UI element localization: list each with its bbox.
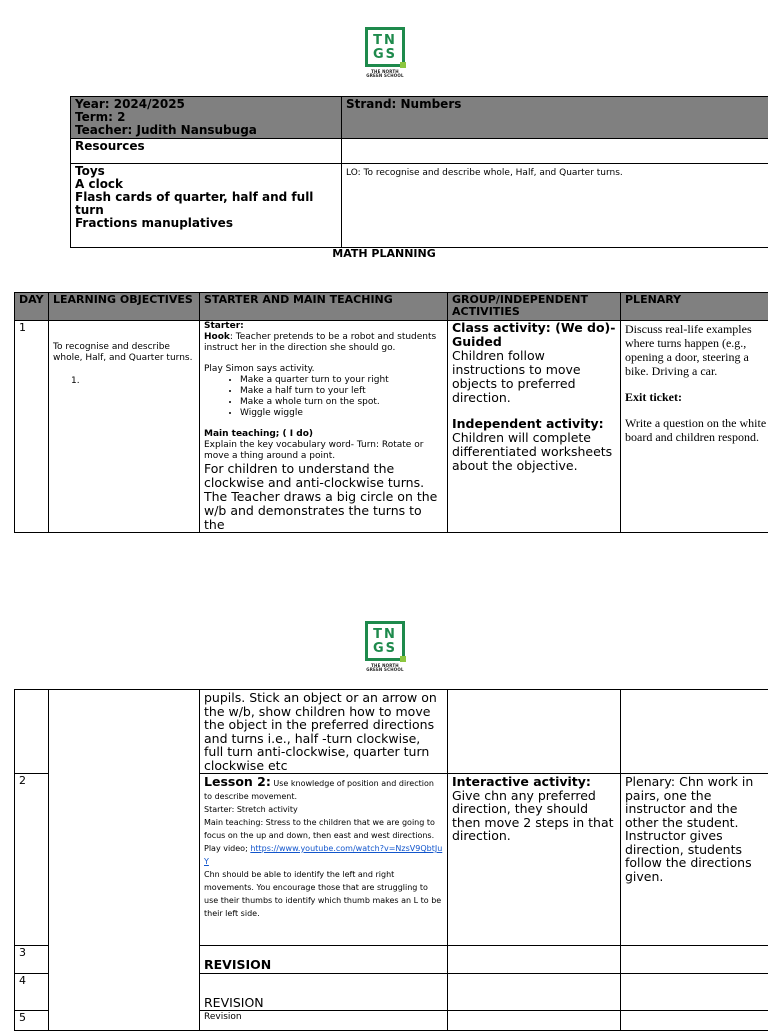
starter-cell bbox=[200, 321, 448, 533]
logo-text-bottom: GS bbox=[368, 642, 402, 655]
independent-activity-title: Independent activity: bbox=[452, 417, 616, 431]
resources-label: Resources bbox=[75, 139, 145, 153]
header-plenary: PLENARY bbox=[621, 293, 768, 321]
resource-item: A clock bbox=[75, 178, 337, 191]
header-day: DAY bbox=[15, 293, 49, 321]
objective-cell bbox=[49, 690, 200, 1031]
revision-cell: REVISION bbox=[200, 946, 448, 974]
main-teaching-label: Main teaching; ( I do) bbox=[204, 429, 443, 440]
plenary-cell bbox=[621, 774, 768, 946]
strand-cell bbox=[342, 97, 768, 139]
objective-text: To recognise and describe whole, Half, and Quarter turns. bbox=[53, 342, 195, 364]
revision-cell: REVISION bbox=[200, 974, 448, 1011]
logo-text-bottom: GS bbox=[368, 48, 402, 61]
plenary-text: Discuss real-life examples where turns happen (e.g., opening a door, steering a bike. Driving a car. bbox=[625, 322, 768, 378]
resources-list-cell bbox=[71, 164, 342, 248]
resource-item: Toys bbox=[75, 165, 337, 178]
plenary-text: Plenary: Chn work in pairs, one the instructor and the other the student. Instructor gives direction, students follow the directions given. bbox=[625, 774, 753, 884]
resource-item: Fractions manuplatives bbox=[75, 217, 337, 230]
day-number: 2 bbox=[15, 774, 49, 946]
independent-activity-text: Children will complete differentiated worksheets about the objective. bbox=[452, 431, 616, 473]
plenary-cell bbox=[621, 321, 768, 533]
teacher-text: Teacher: Judith Nansubuga bbox=[75, 124, 337, 137]
list-item: • Make a half turn to your left bbox=[240, 386, 443, 397]
plan-table bbox=[14, 292, 768, 533]
year-text: Year: 2024/2025 bbox=[75, 98, 337, 111]
lesson-label: Lesson 2: bbox=[204, 774, 271, 789]
resources-label-cell bbox=[71, 139, 342, 164]
day-number: 4 bbox=[15, 974, 49, 1011]
group-cell bbox=[448, 774, 621, 946]
turn-instructions-list bbox=[204, 375, 443, 419]
logo-caption: THE NORTH GREEN SCHOOL bbox=[363, 70, 407, 78]
objective-cell bbox=[49, 321, 200, 533]
lo-cell bbox=[342, 164, 768, 248]
header-group: GROUP/INDEPENDENT ACTIVITIES bbox=[448, 293, 621, 321]
school-logo bbox=[363, 621, 407, 672]
hook-text: : Teacher pretends to be a robot and students instruct her in the direction she should go. bbox=[204, 332, 436, 353]
interactive-activity-text: Give chn any preferred direction, they should then move 2 steps in that direction. bbox=[452, 788, 614, 844]
header-objectives: LEARNING OBJECTIVES bbox=[49, 293, 200, 321]
class-activity-text: Children follow instructions to move objects to preferred direction. bbox=[452, 349, 616, 405]
learning-objective-text: LO: To recognise and describe whole, Half, and Quarter turns. bbox=[346, 168, 623, 178]
logo-text-top: TN bbox=[368, 628, 402, 641]
logo-mark bbox=[365, 27, 405, 67]
lesson-text: Use knowledge of position and direction to describe movement. bbox=[204, 779, 434, 801]
starter-text: Starter: Stretch activity bbox=[204, 803, 443, 816]
main-teaching-text: Explain the key vocabulary word- Turn: Rotate or move a thing around a point. bbox=[204, 440, 443, 462]
closing-text: Chn should be able to identify the left and right movements. You encourage those that are struggling to use their thumbs to identify which thumb makes an L to be their left side. bbox=[204, 868, 443, 920]
video-link[interactable]: https://www.youtube.com/watch?v=NzsV9QbtJuY bbox=[204, 844, 442, 866]
starter-cell bbox=[200, 774, 448, 946]
exit-ticket-label: Exit ticket: bbox=[625, 390, 768, 404]
starter-label: Starter: bbox=[204, 321, 443, 332]
main-teaching-detail: For children to understand the clockwise and anti-clockwise turns. The Teacher draws a big circle on the w/b and demonstrates the turns to the bbox=[204, 462, 443, 532]
objective-number: 1. bbox=[71, 376, 195, 387]
list-item: • Make a quarter turn to your right bbox=[240, 375, 443, 386]
group-cell bbox=[448, 321, 621, 533]
interactive-activity-label: Interactive activity: bbox=[452, 774, 591, 789]
logo-accent bbox=[400, 62, 406, 68]
logo-caption: THE NORTH GREEN SCHOOL bbox=[363, 664, 407, 672]
revision-cell: Revision bbox=[200, 1011, 448, 1031]
strand-text: Strand: Numbers bbox=[346, 97, 461, 111]
main-teaching-continued: pupils. Stick an object or an arrow on the w/b, show children how to move the object in the preferred directions and turns i.e., half -turn clockwise, full turn anti-clockwise, quarter turn clockwise etc bbox=[204, 690, 437, 773]
resource-item: Flash cards of quarter, half and full turn bbox=[75, 191, 337, 217]
logo-mark bbox=[365, 621, 405, 661]
header-starter: STARTER AND MAIN TEACHING bbox=[200, 293, 448, 321]
video-label: Play video; bbox=[204, 844, 250, 853]
day-number: 3 bbox=[15, 946, 49, 974]
list-item: • Wiggle wiggle bbox=[240, 408, 443, 419]
exit-ticket-text: Write a question on the white board and children respond. bbox=[625, 416, 768, 444]
main-teaching-text: Main teaching: Stress to the children that we are going to focus on the up and down, then east and west directions. bbox=[204, 816, 443, 842]
day-number: 1 bbox=[15, 321, 49, 533]
term-text: Term: 2 bbox=[75, 111, 337, 124]
info-table bbox=[70, 96, 768, 248]
list-item: • Make a whole turn on the spot. bbox=[240, 397, 443, 408]
year-term-teacher-cell bbox=[71, 97, 342, 139]
class-activity-title: Class activity: (We do)- Guided bbox=[452, 321, 616, 349]
starter-continued-cell bbox=[200, 690, 448, 774]
page-title: MATH PLANNING bbox=[0, 248, 768, 260]
day-number: 5 bbox=[15, 1011, 49, 1031]
school-logo bbox=[363, 27, 407, 78]
simon-says-text: Play Simon says activity. bbox=[204, 364, 443, 375]
plan-table-continued bbox=[14, 689, 768, 1031]
logo-accent bbox=[400, 656, 406, 662]
logo-text-top: TN bbox=[368, 34, 402, 47]
hook-label: Hook bbox=[204, 332, 230, 342]
